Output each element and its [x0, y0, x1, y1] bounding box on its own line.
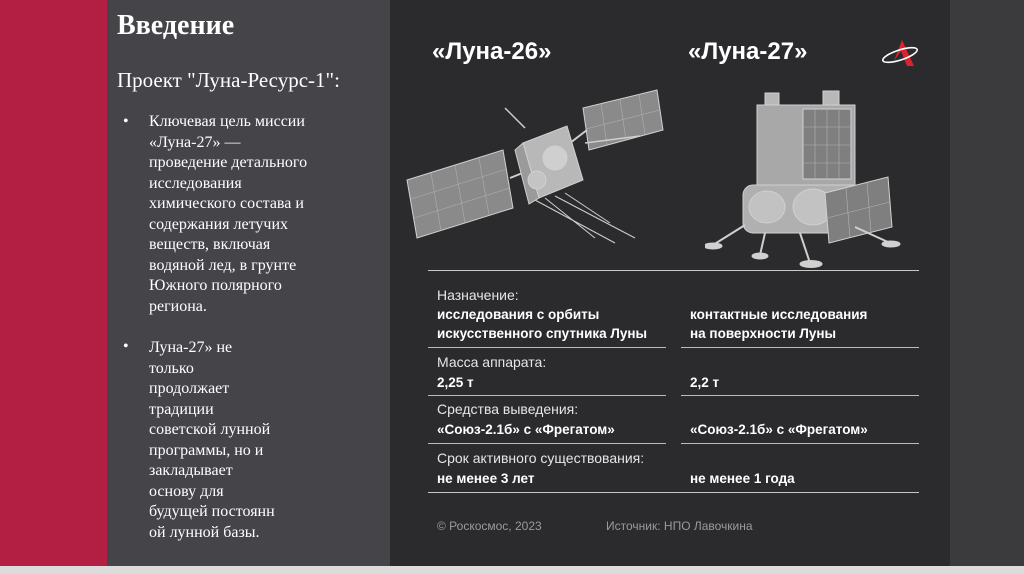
row-value-luna-26-lifetime: не менее 3 лет: [437, 471, 535, 486]
row-label-launcher: Средства выведения:: [437, 401, 579, 417]
table-row-divider: [681, 395, 919, 396]
table-row-divider: [681, 347, 919, 348]
table-row-divider: [428, 395, 666, 396]
row-label-lifetime: Срок активного существования:: [437, 450, 645, 466]
side-panel: [950, 0, 1024, 574]
footer-copyright: © Роскосмос, 2023: [437, 519, 542, 533]
table-top-rule: [428, 270, 919, 271]
row-value-luna-27-purpose: контактные исследования на поверхности Луны: [690, 307, 868, 341]
bullet-text-1: Ключевая цель миссии «Луна-27» — проведение детального исследования химического состава и содержания летучих веществ, включая водяной лед, в грунте Южного полярного региона.: [149, 113, 308, 315]
table-row-divider: [428, 347, 666, 348]
roscosmos-logo-icon: [880, 38, 920, 68]
row-value-luna-27-lifetime: не менее 1 года: [690, 471, 795, 486]
table-bottom-rule: [428, 492, 919, 493]
row-value-luna-27-launcher: «Союз-2.1б» с «Фрегатом»: [690, 422, 868, 437]
bottom-strip: [0, 566, 1024, 574]
bullet-text-2: Луна-27» не только продолжает традиции советской лунной программы, но и закладывает основу для будущей постоянн ой лунной базы.: [149, 339, 275, 541]
table-row-divider: [428, 443, 666, 444]
craft-title-luna-26: «Луна-26»: [432, 38, 552, 65]
slide-subtitle: Проект "Луна-Ресурс-1":: [117, 68, 340, 92]
table-row-divider: [681, 443, 919, 444]
luna-27-lander-icon: [705, 85, 905, 270]
footer-source: Источник: НПО Лавочкина: [606, 519, 753, 533]
row-value-luna-27-mass: 2,2 т: [690, 375, 720, 390]
row-label-purpose: Назначение:: [437, 287, 519, 303]
accent-band: [0, 0, 107, 574]
luna-26-orbiter-icon: [405, 88, 665, 258]
craft-title-luna-27: «Луна-27»: [688, 38, 808, 65]
row-label-mass: Масса аппарата:: [437, 354, 547, 370]
slide-title: Введение: [117, 10, 235, 41]
row-value-luna-26-launcher: «Союз-2.1б» с «Фрегатом»: [437, 422, 615, 437]
row-value-luna-26-purpose: исследования с орбиты искусственного спутника Луны: [437, 307, 648, 341]
bullet-marker: •: [123, 113, 129, 130]
row-value-luna-26-mass: 2,25 т: [437, 375, 474, 390]
bullet-marker: •: [123, 338, 129, 355]
